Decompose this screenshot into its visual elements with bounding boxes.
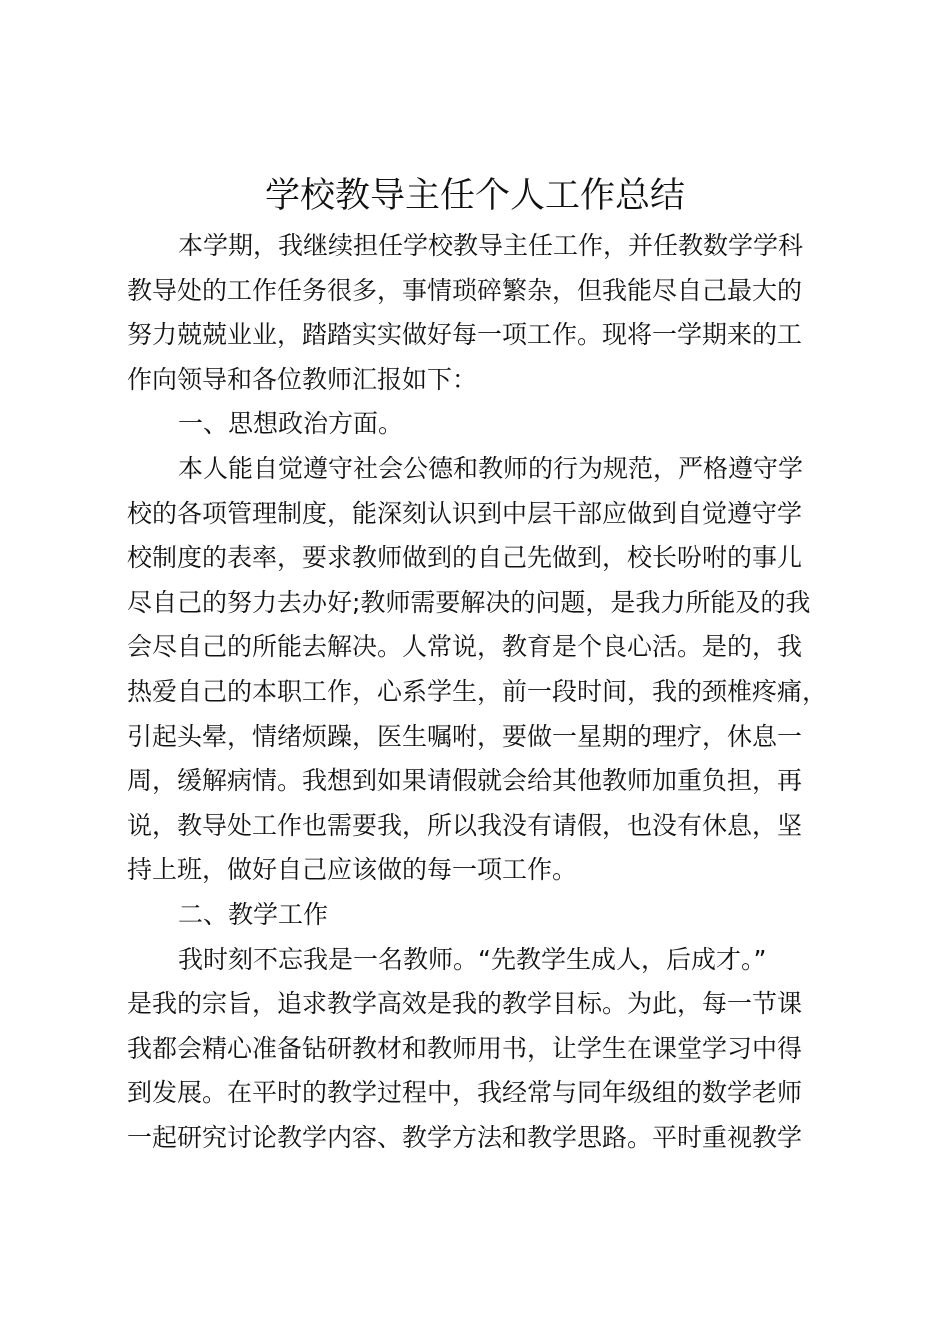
document-title: 学校教导主任个人工作总结 — [264, 176, 685, 216]
body-line: 尽自己的努力去办好;教师需要解决的问题，是我力所能及的我 — [127, 587, 811, 617]
body-line: 说，教导处工作也需要我，所以我没有请假，也没有休息，坚 — [127, 810, 803, 840]
body-line: 热爱自己的本职工作，心系学生，前一段时间，我的颈椎疼痛， — [127, 676, 828, 706]
body-line: 会尽自己的所能去解决。人常说，教育是个良心活。是的，我 — [127, 632, 803, 662]
section-heading: 二、教学工作 — [178, 899, 329, 929]
body-line: 引起头晕，情绪烦躁，医生嘱咐，要做一星期的理疗，休息一 — [127, 721, 803, 751]
body-line: 我都会精心准备钻研教材和教师用书，让学生在课堂学习中得 — [127, 1033, 803, 1063]
body-line: 我时刻不忘我是一名教师。“先教学生成人，后成才。” — [178, 944, 767, 974]
body-line: 教导处的工作任务很多，事情琐碎繁杂，但我能尽自己最大的 — [127, 275, 803, 305]
body-line: 本学期，我继续担任学校教导主任工作，并任教数学学科 — [178, 231, 804, 260]
body-line: 作向领导和各位教师汇报如下： — [127, 364, 478, 394]
body-line: 一起研究讨论教学内容、教学方法和教学思路。平时重视教学 — [127, 1122, 803, 1152]
body-line: 到发展。在平时的教学过程中，我经常与同年级组的数学老师 — [127, 1078, 803, 1108]
document-body — [127, 224, 832, 1160]
body-line: 本人能自觉遵守社会公德和教师的行为规范，严格遵守学 — [178, 453, 804, 483]
body-line: 周，缓解病情。我想到如果请假就会给其他教师加重负担，再 — [127, 766, 803, 796]
body-line: 是我的宗旨，追求教学高效是我的教学目标。为此，每一节课 — [127, 989, 803, 1019]
section-heading: 一、思想政治方面。 — [178, 409, 404, 439]
body-line: 校的各项管理制度，能深刻认识到中层干部应做到自觉遵守学 — [127, 498, 803, 528]
body-line: 持上班，做好自己应该做的每一项工作。 — [127, 855, 578, 885]
body-line: 校制度的表率，要求教师做到的自己先做到，校长吩咐的事儿 — [127, 543, 803, 573]
body-line: 努力兢兢业业，踏踏实实做好每一项工作。现将一学期来的工 — [127, 320, 803, 350]
